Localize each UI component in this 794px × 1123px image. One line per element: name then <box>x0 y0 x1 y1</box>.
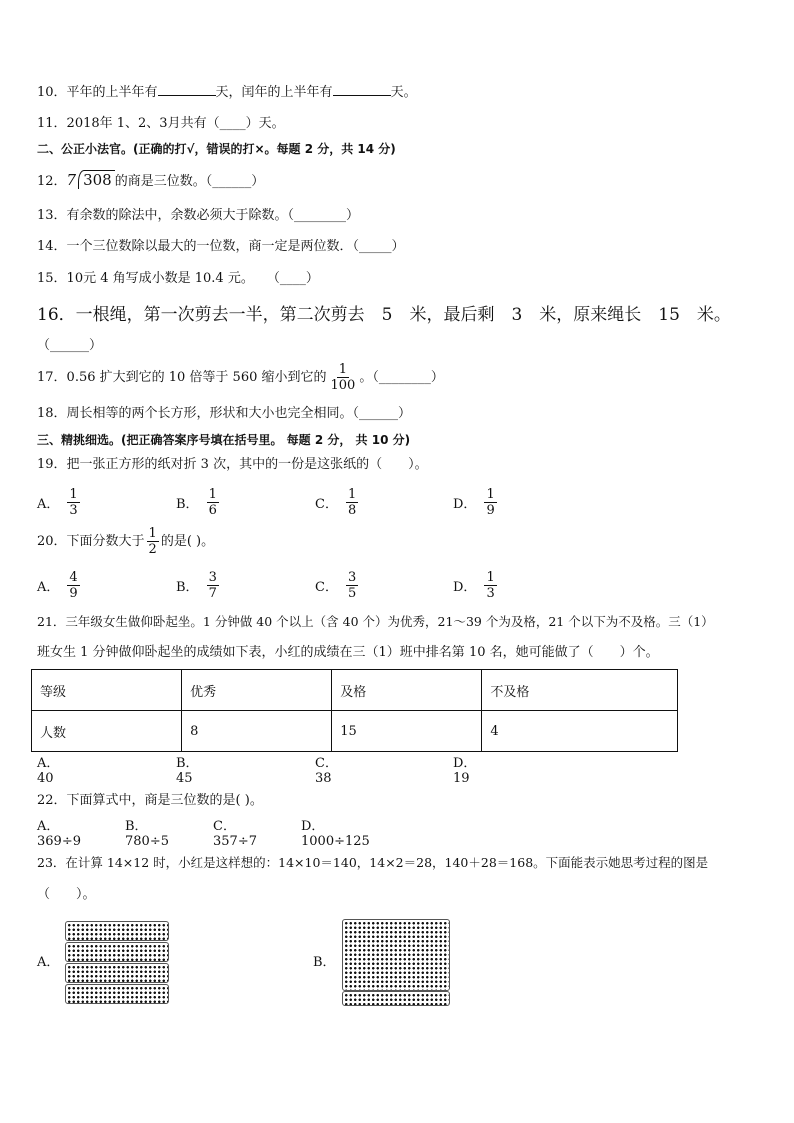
q21-option-a[interactable]: A．40 <box>37 756 60 786</box>
table-cell: 人数 <box>32 711 182 752</box>
dot-row-group <box>65 942 169 962</box>
dot-grid-small <box>342 991 450 1006</box>
q19-option-d[interactable]: D． $\frac{1}{9}$ <box>453 486 495 518</box>
question-23-line2: （ ）。 <box>37 887 96 902</box>
table-cell: 15 <box>332 711 482 752</box>
question-11: 11．2018年 1、2、3月共有（____）天。 <box>37 116 285 131</box>
q10-text-c: 天。 <box>390 85 417 100</box>
section-3-heading: 三、精挑细选。(把正确答案序号填在括号里。 每题 2 分， 共 10 分) <box>37 433 411 447</box>
q20-option-b[interactable]: B． $\frac{3}{7}$ <box>176 569 217 601</box>
q10-text-a: 10．平年的上半年有 <box>37 85 158 100</box>
q17-fraction: $\frac{1}{100}$ <box>330 362 356 393</box>
dot-grid-main <box>342 919 450 991</box>
question-22: 22．下面算式中，商是三位数的是( )。 <box>37 793 263 808</box>
q20-option-d[interactable]: D． $\frac{1}{3}$ <box>453 569 495 601</box>
table-cell: 及格 <box>332 670 482 711</box>
q19-option-a[interactable]: A． $\frac{1}{3}$ <box>37 486 78 518</box>
q12-dividend: 308 <box>83 171 112 189</box>
dot-row-group <box>65 984 169 1004</box>
question-12 <box>37 170 264 192</box>
grade-table <box>31 669 678 752</box>
dot-row-group <box>65 921 169 941</box>
q22-option-c[interactable]: C．357÷7 <box>213 819 257 849</box>
question-10 <box>37 81 417 103</box>
table-cell: 4 <box>482 711 678 752</box>
q21-option-c[interactable]: C．38 <box>315 756 338 786</box>
question-15: 15．10元 4 角写成小数是 10.4 元。 （____） <box>37 271 319 286</box>
section-2-heading: 二、公正小法官。(正确的打√，错误的打×。每题 2 分，共 14 分) <box>37 142 396 156</box>
question-19: 19．把一张正方形的纸对折 3 次，其中的一份是这张纸的（ ）。 <box>37 457 428 472</box>
q20-option-a[interactable]: A． $\frac{4}{9}$ <box>37 569 78 601</box>
question-13: 13．有余数的除法中，余数必须大于除数。（________） <box>37 208 360 223</box>
q20-text-a: 20．下面分数大于 <box>37 534 145 549</box>
q23-option-a-label[interactable]: A． <box>37 955 60 970</box>
question-21-line2: 班女生 1 分钟做仰卧起坐的成绩如下表，小红的成绩在三（1）班中排名第 10 名，她可能做了（ ）个。 <box>37 645 659 660</box>
question-20 <box>37 524 214 560</box>
q19-option-c[interactable]: C． $\frac{1}{8}$ <box>315 486 357 518</box>
q12-divisor: 7 <box>66 171 77 189</box>
q17-text-a: 17．0.56 扩大到它的 10 倍等于 560 缩小到它的 <box>37 370 327 385</box>
question-16-line2: （______） <box>37 338 103 353</box>
question-18: 18．周长相等的两个长方形，形状和大小也完全相同。（______） <box>37 406 412 421</box>
q21-option-b[interactable]: B．45 <box>176 756 199 786</box>
q20-fraction: $\frac{1}{2}$ <box>148 526 157 557</box>
q12-number: 12． <box>37 174 67 189</box>
dot-row-group <box>65 963 169 983</box>
table-cell: 8 <box>182 711 332 752</box>
q21-option-d[interactable]: D．19 <box>453 756 477 786</box>
long-division-sign <box>78 170 115 189</box>
table-row <box>32 670 678 711</box>
q22-option-d[interactable]: D．1000÷125 <box>301 819 370 849</box>
table-row <box>32 711 678 752</box>
q10-blank-2[interactable] <box>333 81 391 96</box>
q20-option-c[interactable]: C． $\frac{3}{5}$ <box>315 569 357 601</box>
question-21-line1: 21．三年级女生做仰卧起坐。1 分钟做 40 个以上（含 40 个）为优秀，21～39 个为及格，21 个以下为不及格。三（1） <box>37 614 714 629</box>
question-23-line1: 23．在计算 14×12 时，小红是这样想的：14×10＝140，14×2＝28，140＋28＝168。下面能表示她思考过程的图是 <box>37 855 709 870</box>
q12-tail: 的商是三位数。（______） <box>114 174 265 189</box>
question-17 <box>37 360 444 396</box>
q23-option-b-label[interactable]: B． <box>313 955 336 970</box>
q20-text-b: 的是( )。 <box>160 534 215 549</box>
q19-option-b[interactable]: B． $\frac{1}{6}$ <box>176 486 217 518</box>
q22-option-a[interactable]: A．369÷9 <box>37 819 81 849</box>
table-cell: 等级 <box>32 670 182 711</box>
table-cell: 不及格 <box>482 670 678 711</box>
question-16-line1: 16．一根绳，第一次剪去一半，第二次剪去 5 米，最后剩 3 米，原来绳长 15 米。 <box>37 305 731 325</box>
q10-text-b: 天，闰年的上半年有 <box>215 85 333 100</box>
question-14: 14．一个三位数除以最大的一位数，商一定是两位数．（_____） <box>37 239 405 254</box>
q17-text-b: 。（________） <box>359 370 444 385</box>
q22-option-b[interactable]: B．780÷5 <box>125 819 169 849</box>
q10-blank-1[interactable] <box>158 81 216 96</box>
table-cell: 优秀 <box>182 670 332 711</box>
